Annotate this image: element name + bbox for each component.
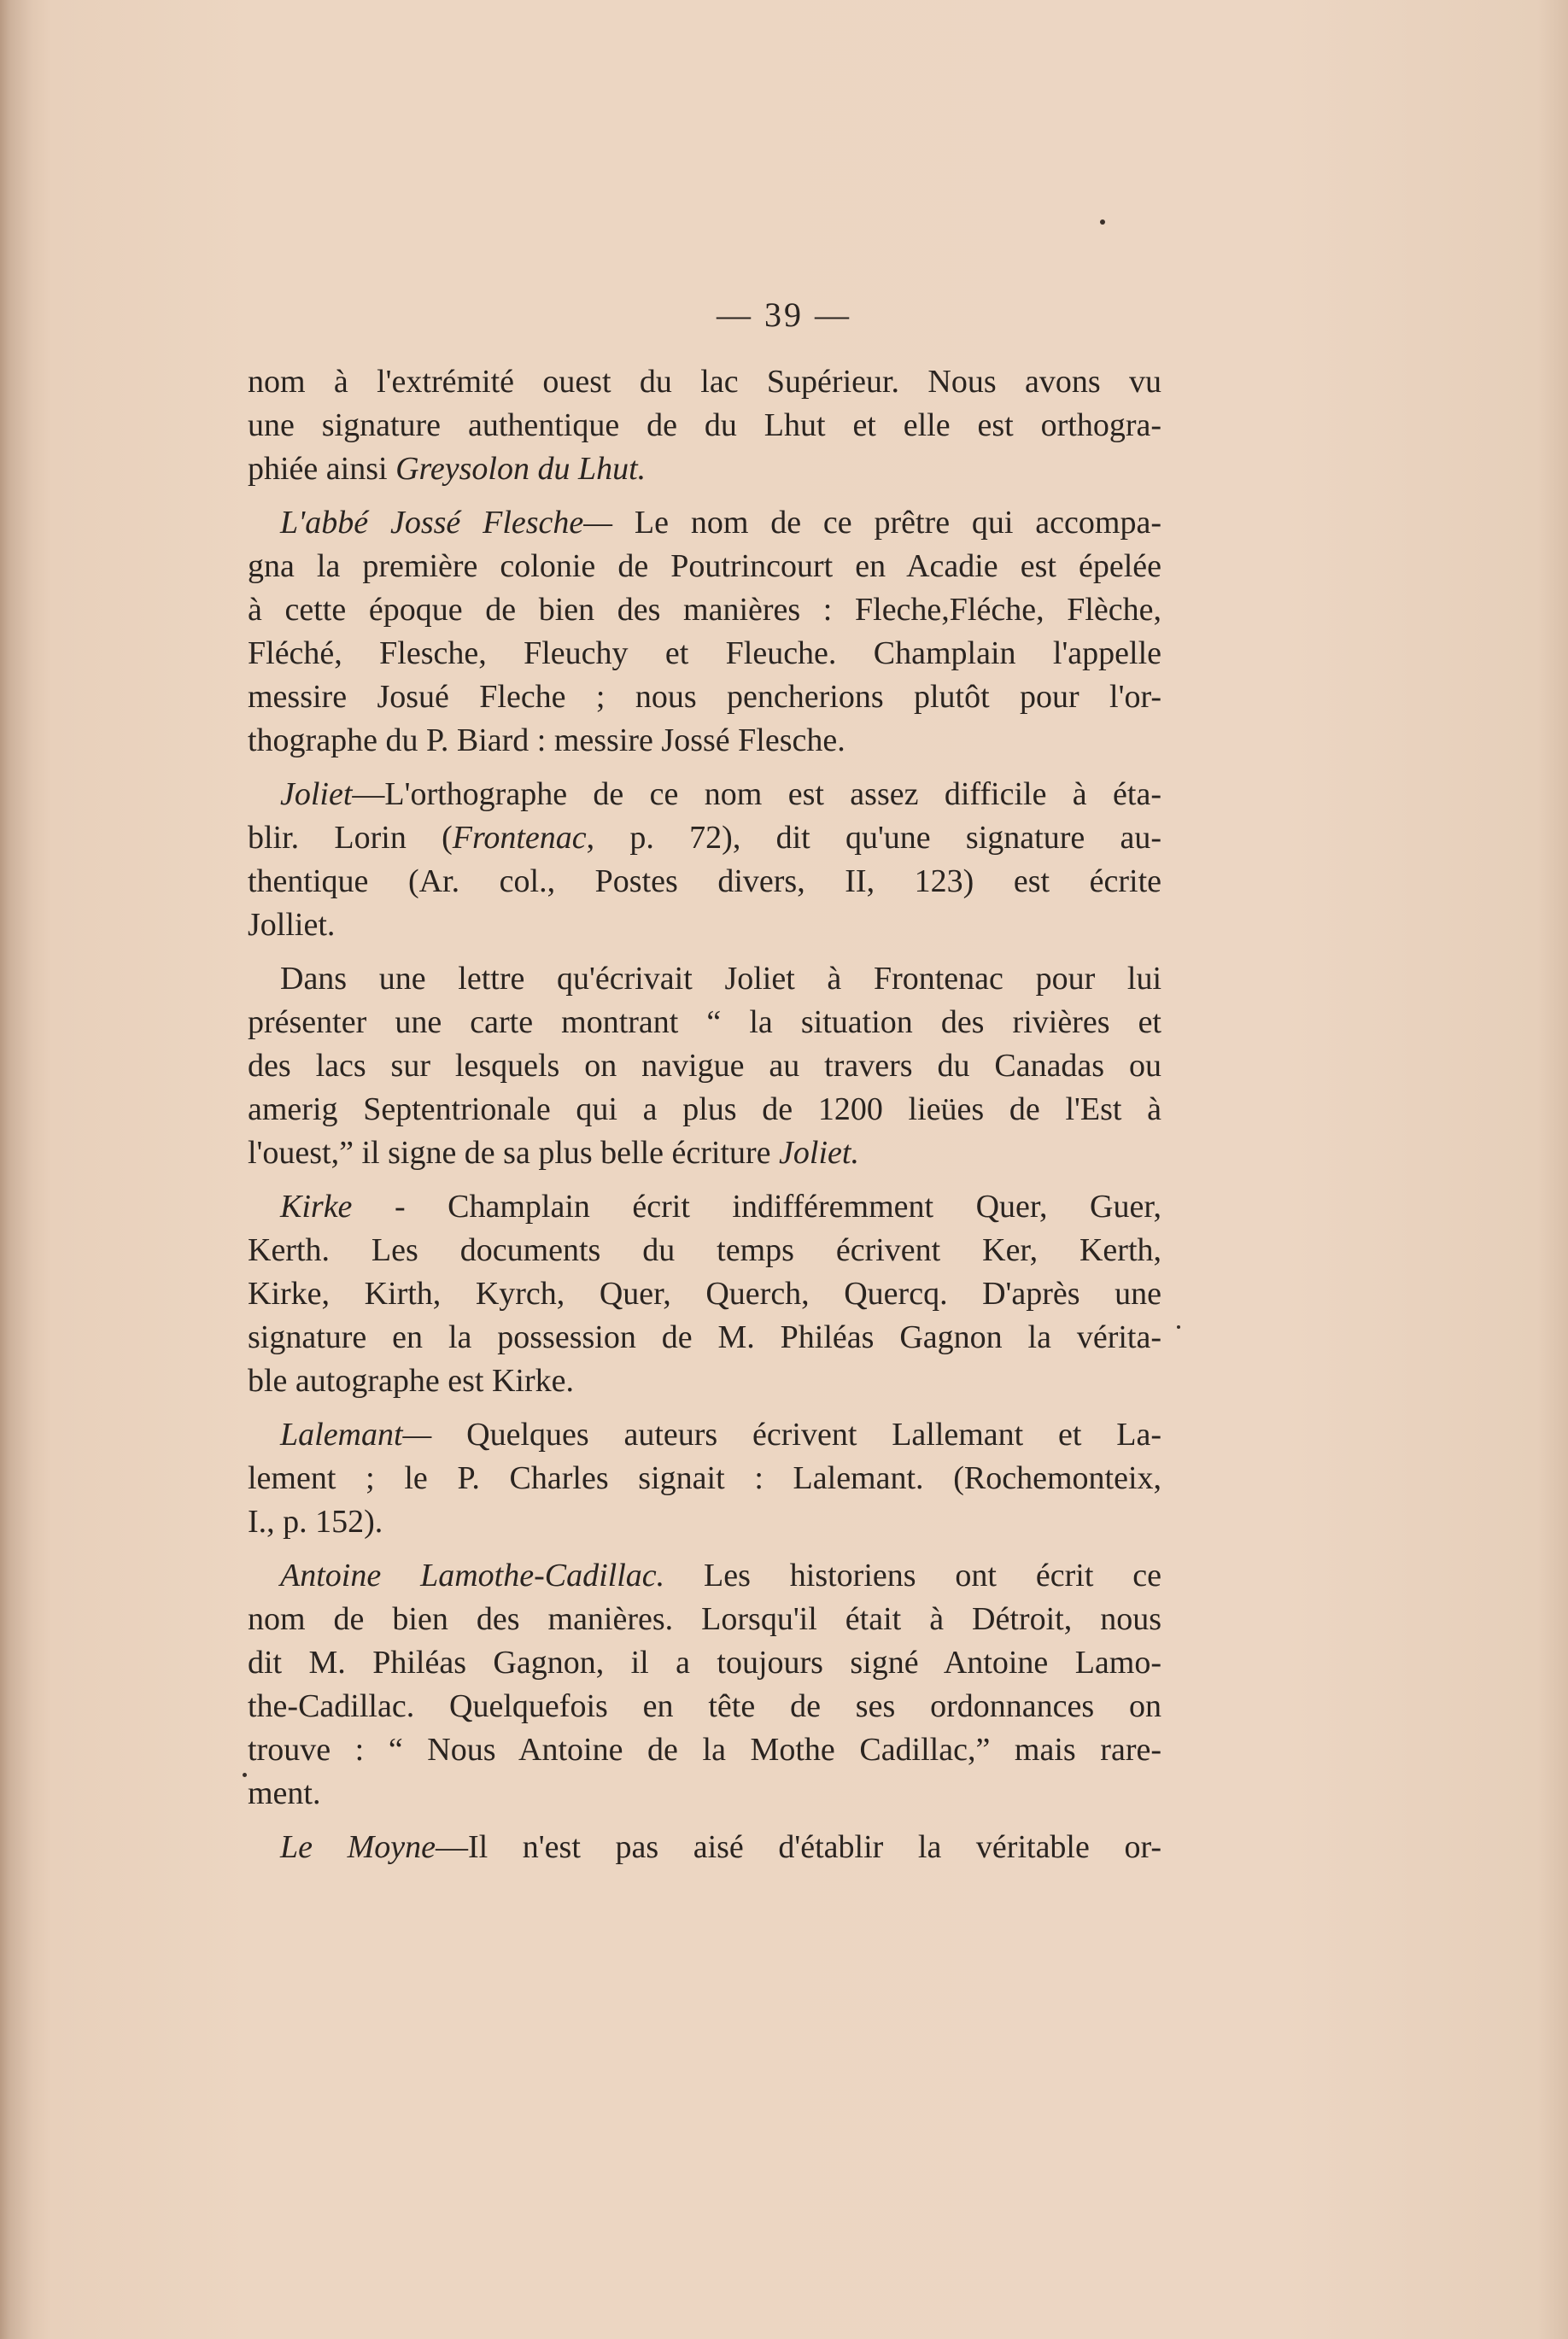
- text-line: lement ; le P. Charles signait : Lalemant. (Rochemonteix,: [248, 1460, 1161, 1496]
- italic-title: Frontenac: [452, 820, 587, 856]
- text-fragment: Quelques auteurs écrivent Lallemant et La-: [431, 1417, 1161, 1453]
- text-line: [248, 447, 1161, 491]
- ink-speck: [243, 1773, 247, 1777]
- text-line: ment.: [248, 1775, 321, 1811]
- page-number: — 39 —: [717, 295, 851, 334]
- text-fragment: Les historiens ont écrit ce: [664, 1558, 1161, 1593]
- text-line: [248, 1413, 1161, 1457]
- text-line: une signature authentique de du Lhut et elle est orthogra-: [248, 407, 1161, 443]
- text-line: Fléché, Flesche, Fleuchy et Fleuche. Champlain l'appelle: [248, 635, 1161, 671]
- text-line: Jolliet.: [248, 907, 336, 943]
- text-line: Dans une lettre qu'écrivait Joliet à Frontenac pour lui: [280, 961, 1161, 997]
- text-line: thentique (Ar. col., Postes divers, II, 123) est écrite: [248, 863, 1161, 899]
- entry-heading: Joliet: [280, 776, 353, 812]
- text-line: thographe du P. Biard : messire Jossé Flesche.: [248, 722, 845, 758]
- italic-name: Joliet.: [779, 1135, 859, 1171]
- text-fragment: , p. 72), dit qu'une signature au-: [586, 820, 1161, 856]
- text-line: the-Cadillac. Quelquefois en tête de ses ordonnances on: [248, 1688, 1161, 1724]
- text-fragment: —L'orthographe de ce nom est assez difficile à éta-: [352, 776, 1161, 812]
- body-text: [248, 360, 1161, 1869]
- entry-heading: Kirke: [280, 1189, 353, 1225]
- text-fragment: l'ouest,” il signe de sa plus belle écriture: [248, 1135, 780, 1171]
- text-line: dit M. Philéas Gagnon, il a toujours signé Antoine Lamo-: [248, 1645, 1161, 1681]
- ink-speck: [1100, 219, 1105, 225]
- text-line: [248, 773, 1161, 816]
- text-line: [248, 501, 1161, 545]
- text-line: amerig Septentrionale qui a plus de 1200 lieües de l'Est à: [248, 1091, 1161, 1127]
- text-line: [248, 1554, 1161, 1598]
- entry-heading: Antoine Lamothe-Cadillac.: [280, 1558, 665, 1593]
- text-line: ble autographe est Kirke.: [248, 1363, 574, 1399]
- text-line: nom à l'extrémité ouest du lac Supérieur. Nous avons vu: [248, 364, 1161, 400]
- text-line: à cette époque de bien des manières : Fleche,Fléche, Flèche,: [248, 592, 1161, 628]
- entry-heading: Lalemant—: [280, 1417, 432, 1453]
- text-fragment: Le nom de ce prêtre qui accompa-: [612, 505, 1161, 541]
- entry-heading: L'abbé Jossé Flesche—: [280, 505, 613, 541]
- text-line: [248, 1131, 1161, 1175]
- entry-heading: Le Moyne: [280, 1829, 436, 1865]
- text-line: des lacs sur lesquels on navigue au travers du Canadas ou: [248, 1048, 1161, 1084]
- ink-speck: [1177, 1325, 1180, 1329]
- text-fragment: —Il n'est pas aisé d'établir la véritable or-: [436, 1829, 1162, 1865]
- text-fragment: phiée ainsi: [248, 451, 396, 487]
- text-line: gna la première colonie de Poutrincourt en Acadie est épelée: [248, 548, 1161, 584]
- text-line: messire Josué Fleche ; nous pencherions plutôt pour l'or-: [248, 679, 1161, 715]
- text-line: Kerth. Les documents du temps écrivent Ker, Kerth,: [248, 1232, 1161, 1268]
- text-line: [248, 816, 1161, 860]
- text-line: [248, 1826, 1161, 1869]
- text-line: signature en la possession de M. Philéas Gagnon la vérita-: [248, 1319, 1161, 1355]
- text-line: nom de bien des manières. Lorsqu'il était à Détroit, nous: [248, 1601, 1161, 1637]
- text-line: [248, 1185, 1161, 1229]
- text-fragment: - Champlain écrit indifféremment Quer, Guer,: [352, 1189, 1161, 1225]
- italic-name: Greysolon du Lhut.: [395, 451, 647, 487]
- text-line: I., p. 152).: [248, 1504, 383, 1540]
- text-fragment: blir. Lorin (: [248, 820, 453, 856]
- text-line: présenter une carte montrant “ la situation des rivières et: [248, 1004, 1161, 1040]
- binding-gutter: [0, 0, 32, 2339]
- text-line: trouve : “ Nous Antoine de la Mothe Cadillac,” mais rare-: [248, 1732, 1161, 1768]
- text-line: Kirke, Kirth, Kyrch, Quer, Querch, Quercq. D'après une: [248, 1276, 1161, 1312]
